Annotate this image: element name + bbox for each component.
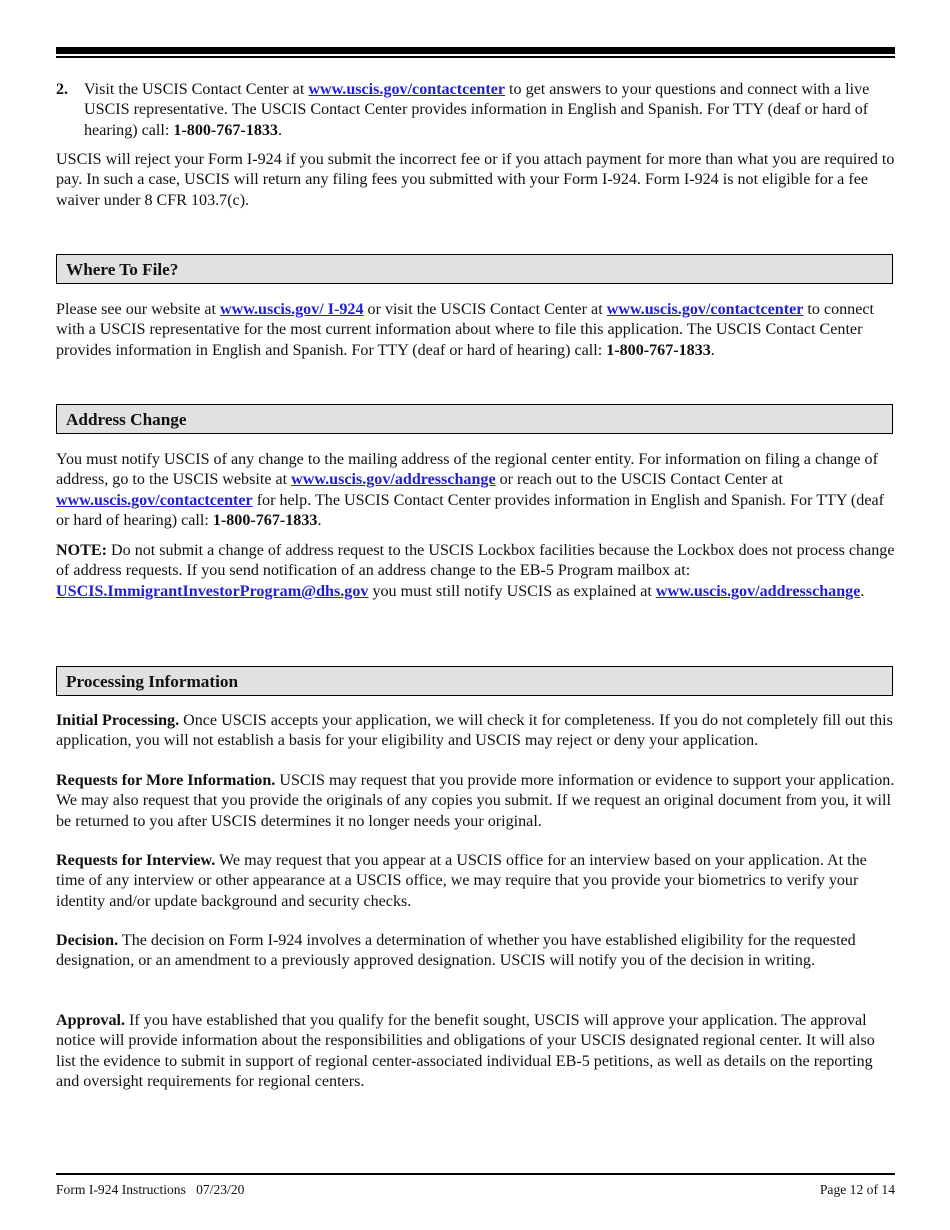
processing-item: Requests for Interview. We may request that you appear at a USCIS office for an interview based on your application. At the time of any interview or other appearance at a USCIS office, we may require that you provide your biometrics to verify your identity and/or update background and security checks. <box>56 852 867 910</box>
contact-center-link[interactable]: www.uscis.gov/contactcenter <box>606 301 804 318</box>
footer-rule <box>56 1173 895 1175</box>
tty-phone: 1-800-767-1833 <box>212 512 318 530</box>
contact-center-link[interactable]: www.uscis.gov/contactcenter <box>308 81 505 98</box>
address-change-paragraph: You must notify USCIS of any change to the mailing address of the regional center entity. For information on filing a change of address, go to the USCIS website at www.uscis.gov/addresschange or reach out to the USCIS Contact Center at www.uscis.gov/contactcenter for help. The USCIS Contact Center provides information in English and Spanish. For TTY (deaf or hard of hearing) call: 1-800-767-1833. <box>56 451 884 530</box>
numbered-item-contact-center <box>56 80 895 141</box>
footer-page-number: Page 12 of 14 <box>819 1182 895 1197</box>
address-change-note: NOTE: Do not submit a change of address request to the USCIS Lockbox facilities because the Lockbox does not process change of address requests. If you send notification of an address change to the EB-5 Program mailbox at: USCIS.ImmigrantInvestorProgram@dhs.gov you must still notify USCIS as explained at www.uscis.gov/addresschange. <box>56 542 895 600</box>
address-change-link[interactable]: www.uscis.gov/addresschange <box>291 471 496 489</box>
note-label: NOTE: <box>56 542 107 559</box>
contact-center-link[interactable]: www.uscis.gov/contactcenter <box>56 491 253 509</box>
footer-form-id: Form I-924 Instructions 07/23/20 <box>56 1182 245 1197</box>
where-to-file-paragraph: Please see our website at www.uscis.gov/ I-924 or visit the USCIS Contact Center at www.uscis.gov/contactcenter to connect with a USCIS representative for the most current information about where to file this application. The USCIS Contact Center provides information in English and Spanish. For TTY (deaf or hard of hearing) call: 1-800-767-1833. <box>56 301 874 359</box>
tty-phone: 1-800-767-1833 <box>173 121 278 139</box>
header-rule-thick <box>56 47 895 54</box>
processing-item: Initial Processing. Once USCIS accepts your application, we will check it for completeness. If you do not completely fill out this application, you will not establish a basis for your eligibility and USCIS may reject or deny your application. <box>56 712 893 750</box>
section-header-address-change: Address Change <box>56 404 893 434</box>
tty-phone: 1-800-767-1833 <box>606 341 711 359</box>
section-header-processing: Processing Information <box>56 666 893 696</box>
header-rule-thin <box>56 56 895 58</box>
processing-item: Requests for More Information. USCIS may request that you provide more information or evidence to support your application. We may also request that you provide the originals of any copies you submit. If we request an original document from you, it will be returned to you after USCIS determines it no longer needs your original. <box>56 772 895 830</box>
item-text: Visit the USCIS Contact Center at www.uscis.gov/contactcenter to get answers to your questions and connect with a live USCIS representative. The USCIS Contact Center provides information in English and Spanish. For TTY (deaf or hard of hearing) call: 1-800-767-1833. <box>84 81 870 139</box>
i924-link[interactable]: www.uscis.gov/ I-924 <box>220 301 364 318</box>
section-header-where-to-file: Where To File? <box>56 254 893 284</box>
address-change-link[interactable]: www.uscis.gov/addresschange <box>655 582 861 600</box>
processing-item: Decision. The decision on Form I-924 involves a determination of whether you have established eligibility for the requested designation, or an amendment to a previously approved designation. USCIS will notify you of the decision in writing. <box>56 932 856 970</box>
item-number: 2. <box>56 81 69 98</box>
eb5-email-link[interactable]: USCIS.ImmigrantInvestorProgram@dhs.gov <box>56 582 369 600</box>
fee-paragraph: USCIS will reject your Form I-924 if you submit the incorrect fee or if you attach payment for more than what you are required to pay. In such a case, USCIS will return any filing fees you submitted with your Form I-924. Form I-924 is not eligible for a fee waiver under 8 CFR 103.7(c). <box>56 151 895 209</box>
processing-item: Approval. If you have established that you qualify for the benefit sought, USCIS will approve your application. The approval notice will provide information about the responsibilities and obligations of your USCIS designated regional center. It will also list the evidence to submit in support of regional center-associated individual EB-5 petitions, as well as details on the reporting and oversight requirements for regional centers. <box>56 1012 875 1091</box>
